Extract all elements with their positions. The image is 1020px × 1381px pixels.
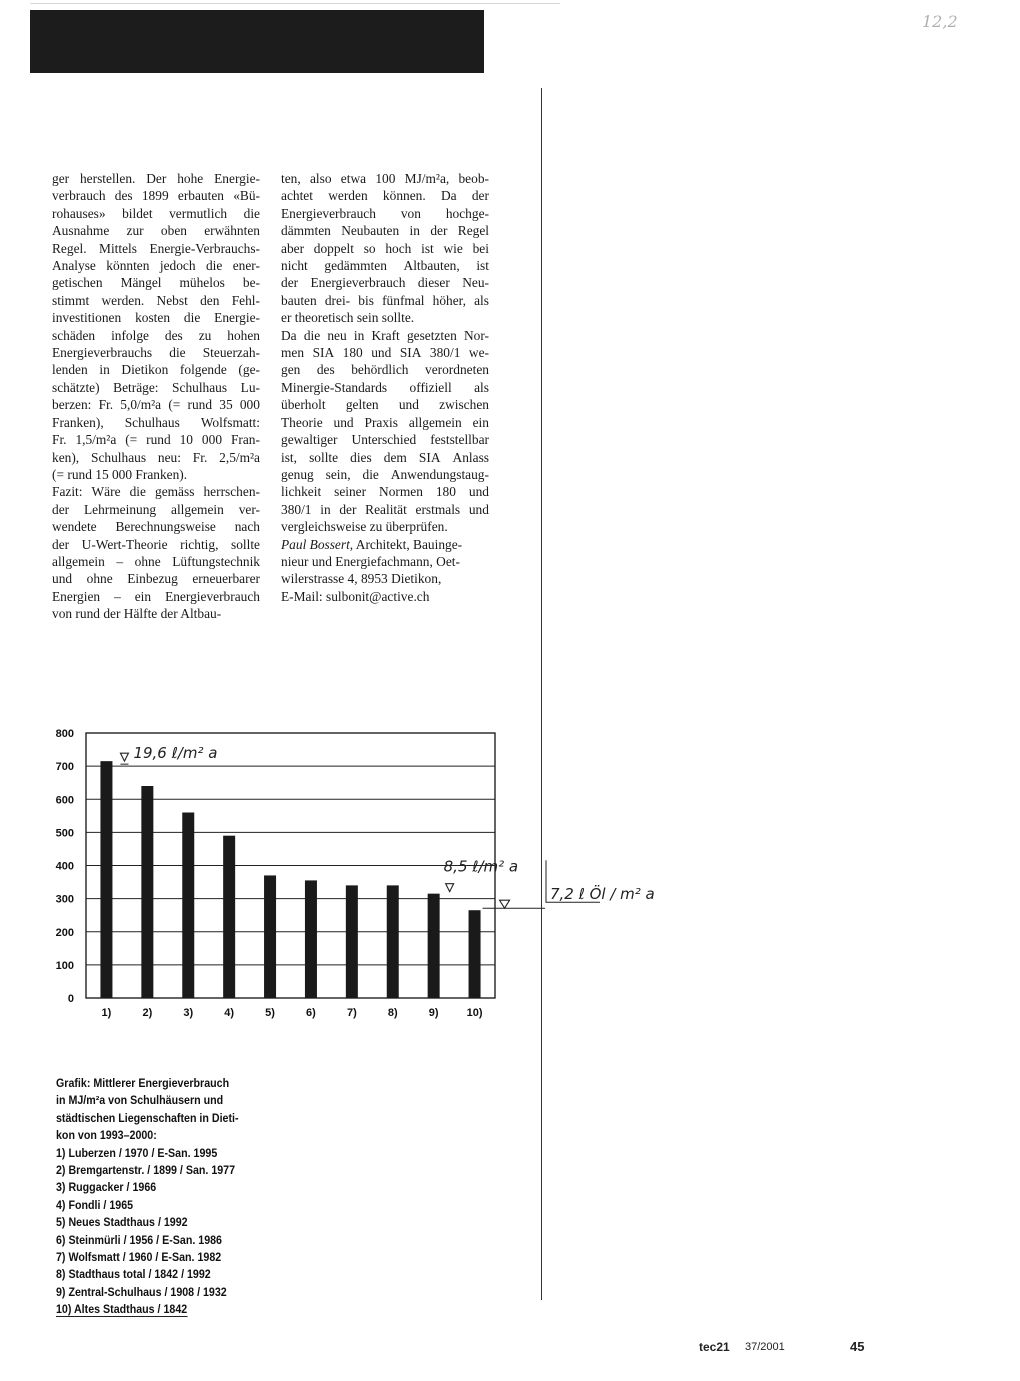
caption-title-line: kon von 1993–2000: [56,1129,157,1143]
column2-line: genug sein, die Anwendungstaug- [281,466,489,482]
column1-line: Energieverbrauchs die Steuerzah- [52,345,260,361]
x-tick-label: 1) [101,1007,112,1019]
marker-triangle [446,884,454,892]
footer-issue: 37/2001 [745,1341,785,1353]
column1-line: schäden infolge des zu hohen [52,327,260,343]
caption-item: 5) Neues Stadthaus / 1992 [56,1216,188,1230]
caption-item [56,1301,268,1318]
column2-line: gen des behördlich verordneten [281,362,489,378]
footer-page-number: 45 [850,1339,865,1354]
y-tick-label: 200 [55,926,74,939]
caption-item: 8) Stadthaus total / 1842 / 1992 [56,1268,211,1282]
column1-line: berzen: Fr. 5,0/m²a (= rund 35 000 [52,397,260,413]
column2-line: er theoretisch sein sollte. [281,310,415,326]
footer-magazine: tec21 [699,1340,730,1354]
marker-triangle [500,900,510,908]
column1-line: investitionen kosten die Energie- [52,310,260,326]
x-tick-label: 9) [428,1007,439,1019]
annotation-text: 8,5 ℓ/m² a [443,857,519,876]
x-tick-label: 2) [142,1007,153,1019]
column2-line: achtet werden können. Da der [281,188,489,204]
column2-line: ist, sollte dies dem SIA Anlass [281,449,489,465]
y-tick-label: 0 [67,993,74,1005]
bar [141,786,153,998]
x-tick-label: 6) [306,1007,316,1019]
column1-line: der U-Wert-Theorie richtig, sollte [52,536,260,552]
column1-line: rohauses» bildet vermutlich die [52,205,260,221]
x-tick-label: 5) [265,1007,275,1019]
column2-line: überholt gelten und zwischen [281,397,489,413]
caption-item: 6) Steinmürli / 1956 / E-San. 1986 [56,1233,223,1247]
y-tick-label: 800 [55,728,74,740]
column2-line: Minergie-Standards offiziell als [281,379,489,395]
caption-item-text: 10) Altes Stadthaus / 1842 [56,1303,188,1317]
annotation-text: 7,2 ℓ Öl / m² a [550,885,655,904]
y-tick-label: 100 [55,959,74,972]
bar [387,885,399,998]
column2-line: men SIA 180 und SIA 380/1 we- [281,345,489,361]
column2-line: ten, also etwa 100 MJ/m²a, beob- [281,171,489,186]
caption-title-line: Grafik: Mittlerer Energieverbrauch [56,1077,230,1090]
x-tick-label: 3) [183,1007,194,1019]
column1-line: ger herstellen. Der hohe Energie- [52,171,260,186]
x-tick-label: 4) [224,1007,235,1019]
bar [428,894,440,998]
column2-line: nicht gedämmten Altbauten, ist [281,258,489,274]
column2-line: aber doppelt so hoch ist wie bei [281,240,489,256]
caption-item: 1) Luberzen / 1970 / E-San. 1995 [56,1146,218,1160]
column2-line: vergleichsweise zu überprüfen. [281,519,448,535]
column2-line: gewaltiger Unterschied feststellbar [281,432,489,448]
column1-line: Regel. Mittels Energie-Verbrauchs- [52,240,260,256]
caption-item: 4) Fondli / 1965 [56,1198,134,1212]
column1-line: getischen Mängel mühelos be- [52,275,260,291]
bar [264,875,276,998]
x-tick-label: 7) [346,1007,357,1019]
column2-line: dämmten Neubauten in der Regel [281,223,489,239]
y-tick-label: 400 [55,860,74,873]
column1-line: stimmt werden. Nebst den Fehl- [52,292,260,308]
bar [223,836,235,998]
caption-item: 3) Ruggacker / 1966 [56,1181,157,1195]
column1-line: Franken), Schulhaus Wolfsmatt: [52,414,260,430]
column1-line: Fazit: Wäre die gemäss herrschen- [52,484,260,500]
caption-title-line: städtischen Liegenschaften in Dieti- [56,1111,239,1125]
bar [305,880,317,998]
y-tick-label: 600 [55,794,74,807]
column1-line: (= rund 15 000 Franken). [52,466,188,482]
bar [182,813,194,999]
y-tick-label: 700 [55,761,74,774]
column1-line: ken), Schulhaus neu: Fr. 2,5/m²a [52,449,260,465]
bar [469,910,481,998]
column1-line: Fr. 1,5/m²a (= rund 10 000 Fran- [52,432,260,448]
author-email: E-Mail: sulbonit@active.ch [281,588,430,604]
column1-line: Energien – ein Energieverbrauch [52,588,260,604]
x-tick-label: 8) [387,1007,398,1019]
corner-handwritten-note: 12,2 [922,12,958,31]
column2-line: der Energieverbrauch dieser Neu- [281,275,489,291]
column2-line: 380/1 in der Realität erstmals und [281,501,489,517]
caption-title-line: in MJ/m²a von Schulhäusern und [56,1094,224,1108]
chart-caption [56,1075,268,1319]
column1-line: verbrauch des 1899 erbauten «Bü- [52,188,260,204]
column1-line: wendete Berechnungsweise nach [52,519,260,535]
column2-line: Energieverbrauch von hochge- [281,205,489,221]
caption-item: 9) Zentral-Schulhaus / 1908 / 1932 [56,1285,227,1299]
column2-line: Theorie und Praxis allgemein ein [281,414,489,430]
bar [100,761,112,998]
column1-line: schätzte) Beträge: Schulhaus Lu- [52,379,260,395]
column1-line: lenden in Dietikon folgende (ge- [52,362,260,378]
column1-line: Ausnahme zur oben erwähnten [52,223,260,239]
x-tick-label: 10) [466,1007,483,1019]
caption-item: 7) Wolfsmatt / 1960 / E-San. 1982 [56,1251,222,1265]
caption-list [56,1145,268,1319]
author-line-text: wilerstrasse 4, 8953 Dietikon, [281,571,442,587]
marker-triangle [120,753,128,761]
column2-line: lichkeit seiner Normen 180 und [281,484,489,500]
column1-line: allgemein – ohne Lüftungstechnik [52,553,260,569]
caption-item: 2) Bremgartenstr. / 1899 / San. 1977 [56,1164,236,1178]
column1-line: und ohne Einbezug erneuerbarer [52,571,260,587]
author-line-text: Architekt, Bauinge- [353,536,463,552]
column1-line: der Lehrmeinung allgemein ver- [52,501,260,517]
column1-line: von rund der Hälfte der Altbau- [52,606,222,622]
author-name: Paul Bossert, [281,536,354,552]
y-tick-label: 300 [55,893,74,906]
annotation-text: 19,6 ℓ/m² a [133,744,218,763]
author-line-text: nieur und Energiefachmann, Oet- [281,553,460,569]
column2-line: bauten drei- bis fünfmal höher, als [281,292,489,308]
y-tick-label: 500 [55,827,74,840]
column1-line: Analyse könnten jedoch die ener- [52,258,260,274]
column2-line: Da die neu in Kraft gesetzten Nor- [281,327,489,343]
bar [346,885,358,998]
